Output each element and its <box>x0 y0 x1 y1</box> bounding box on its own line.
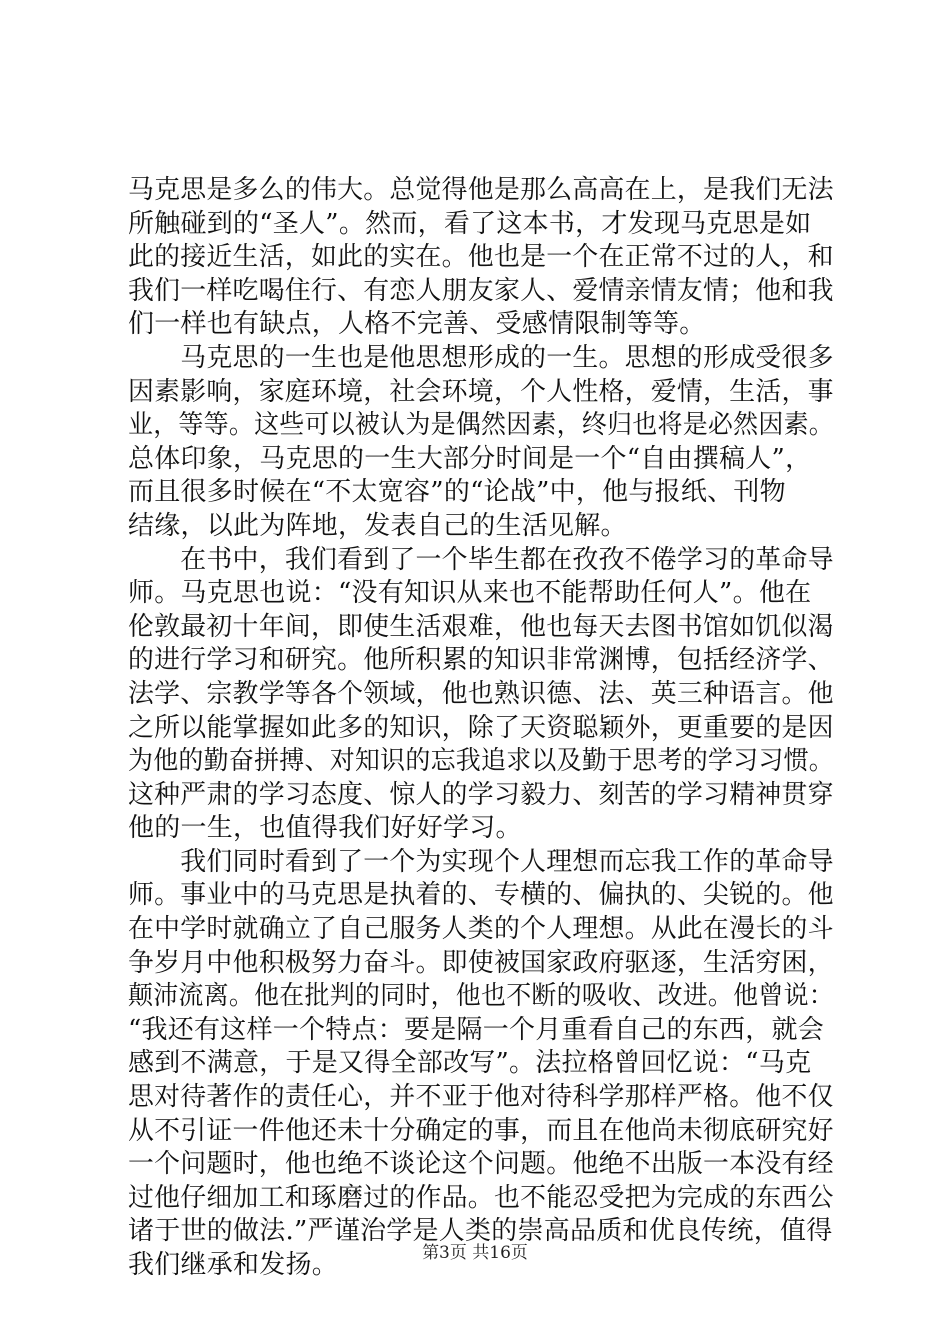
text-line: 颠沛流离。他在批判的同时，他也不断的吸收、改进。他曾说： <box>128 981 835 1012</box>
text-line: 业，等等。这些可以被认为是偶然因素，终归也将是必然因素。 <box>128 410 835 441</box>
text-line: 我们一样吃喝住行、有恋人朋友家人、爱情亲情友情；他和我 <box>128 275 834 306</box>
text-line: 一个问题时，他也绝不谈论这个问题。他绝不出版一本没有经 <box>128 1149 834 1180</box>
text-line: 伦敦最初十年间，即使生活艰难，他也每天去图书馆如饥似渴 <box>128 611 834 642</box>
text-line: 在中学时就确立了自己服务人类的个人理想。从此在漫长的斗 <box>128 914 834 945</box>
text-line: 为他的勤奋拼搏、对知识的忘我追求以及勤于思考的学习习惯。 <box>128 746 835 777</box>
text-line: 的进行学习和研究。他所积累的知识非常渊博，包括经济学、 <box>128 645 834 676</box>
text-line: 师。事业中的马克思是执着的、专横的、偏执的、尖锐的。他 <box>128 880 834 911</box>
text-line: 诸于世的做法.”严谨治学是人类的崇高品质和优良传统，值得 <box>128 1216 833 1247</box>
text-line: 感到不满意，于是又得全部改写”。法拉格曾回忆说：“马克 <box>128 1048 812 1079</box>
text-line: 师。马克思也说：“没有知识从来也不能帮助任何人”。他在 <box>128 578 812 609</box>
text-line: 因素影响，家庭环境，社会环境，个人性格，爱情，生活，事 <box>128 376 834 407</box>
text-line: 马克思的一生也是他思想形成的一生。思想的形成受很多 <box>128 342 834 373</box>
text-line: “我还有这样一个特点：要是隔一个月重看自己的东西，就会 <box>128 1014 825 1045</box>
text-line: 这种严肃的学习态度、惊人的学习毅力、刻苦的学习精神贯穿 <box>128 779 834 810</box>
text-line: 所触碰到的“圣人”。然而，看了这本书，才发现马克思是如 <box>128 208 812 239</box>
text-line: 法学、宗教学等各个领域，他也熟识德、法、英三种语言。他 <box>128 678 834 709</box>
text-line: 之所以能掌握如此多的知识，除了天资聪颖外，更重要的是因 <box>128 712 834 743</box>
text-line: 从不引证一件他还未十分确定的事，而且在他尚未彻底研究好 <box>128 1115 834 1146</box>
text-line: 此的接近生活，如此的实在。他也是一个在正常不过的人，和 <box>128 242 834 273</box>
text-line: 我们同时看到了一个为实现个人理想而忘我工作的革命导 <box>128 846 834 877</box>
text-line: 们一样也有缺点，人格不完善、受感情限制等等。 <box>128 309 706 340</box>
text-line: 我们继承和发扬。 <box>128 1250 339 1280</box>
text-line: 他的一生，也值得我们好好学习。 <box>128 813 522 844</box>
text-line: 而且很多时候在“不太宽容”的“论战”中，他与报纸、刊物 <box>128 477 786 508</box>
text-line: 过他仔细加工和琢磨过的作品。也不能忍受把为完成的东西公 <box>128 1182 834 1213</box>
text-line: 争岁月中他积极努力奋斗。即使被国家政府驱逐，生活穷困， <box>128 947 834 978</box>
text-line: 结缘，以此为阵地，发表自己的生活见解。 <box>128 510 627 541</box>
page-footer: 第3页 共16页 <box>422 1243 528 1263</box>
text-line: 在书中，我们看到了一个毕生都在孜孜不倦学习的革命导 <box>128 544 834 575</box>
text-line: 马克思是多么的伟大。总觉得他是那么高高在上，是我们无法 <box>128 175 834 205</box>
text-line: 思对待著作的责任心，并不亚于他对待科学那样严格。他不仅 <box>128 1082 834 1113</box>
body-text <box>128 174 834 1283</box>
text-line: 总体印象，马克思的一生大部分时间是一个“自由撰稿人”， <box>128 443 812 474</box>
